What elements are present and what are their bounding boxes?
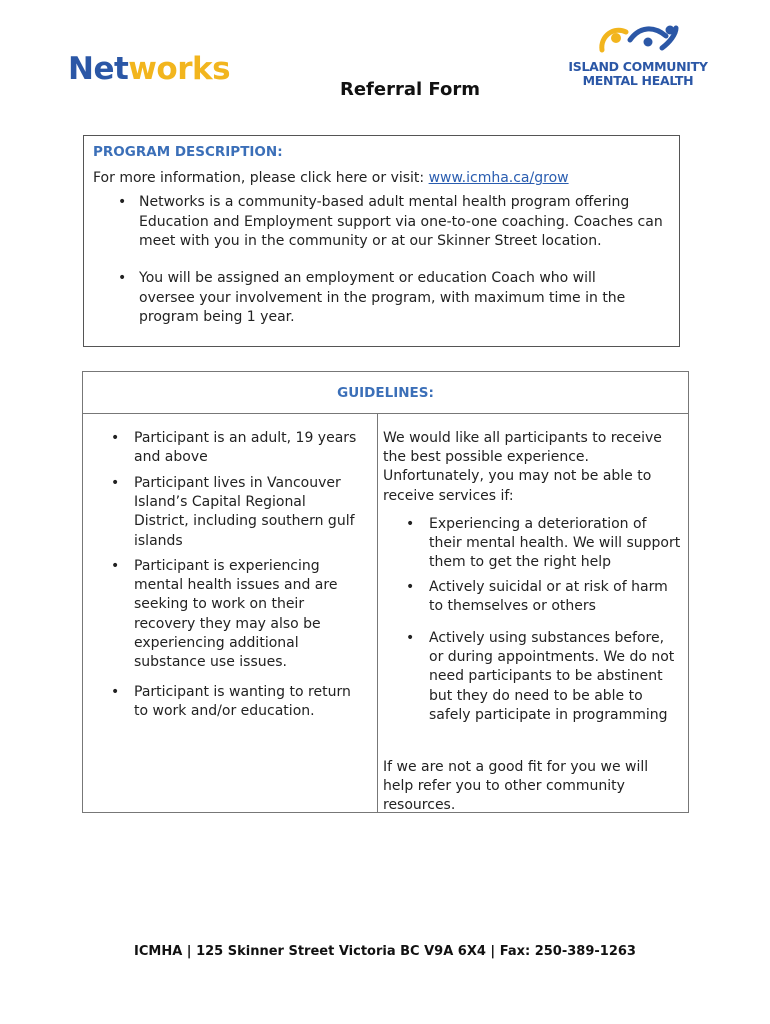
bullet-icon: • <box>406 516 415 532</box>
more-info-line <box>93 170 569 186</box>
exclusion-outro: If we are not a good fit for you we will help refer you to other community resources. <box>383 759 649 814</box>
exclusion-bullet-3 <box>406 629 681 725</box>
bullet-icon: • <box>111 475 120 491</box>
icmha-people-icon <box>596 22 680 58</box>
program-bullet-2-text: You will be assigned an employment or education Coach who will oversee your involvement in the program, with maximum time in the program being 1 year. <box>139 270 626 325</box>
bullet-icon: • <box>406 579 415 595</box>
eligibility-bullet-2 <box>111 474 359 551</box>
guidelines-table <box>82 371 689 813</box>
networks-logo <box>68 51 231 87</box>
program-description-box <box>83 135 680 347</box>
guidelines-header-row <box>83 372 688 414</box>
exclusion-intro: We would like all participants to receive the best possible experience. Unfortunately, you may not be able to receive services if: <box>383 430 662 504</box>
column-divider <box>377 414 378 812</box>
bullet-icon: • <box>406 630 415 646</box>
exclusion-bullet-3-text: Actively using substances before, or during appointments. We do not need participants to be abstinent but they do need to be able to safely participate in programming <box>429 630 675 723</box>
grow-link[interactable]: www.icmha.ca/grow <box>428 170 569 186</box>
program-bullet-1-text: Networks is a community-based adult mental health program offering Education and Employment support via one-to-one coaching. Coaches can meet with you in the community or at our Skinner Street location. <box>139 194 663 249</box>
networks-logo-part2: works <box>128 51 231 87</box>
exclusion-bullet-1-text: Experiencing a deterioration of their mental health. We will support them to get the right help <box>429 516 681 571</box>
icmha-logo <box>568 22 708 92</box>
footer-contact: ICMHA | 125 Skinner Street Victoria BC V9A 6X4 | Fax: 250-389-1263 <box>134 944 636 959</box>
eligibility-bullet-3 <box>111 557 359 672</box>
more-info-prefix: For more information, please click here or visit: <box>93 170 429 186</box>
eligibility-bullet-4 <box>111 683 364 721</box>
networks-logo-part1: Net <box>68 51 129 87</box>
exclusion-bullet-1 <box>406 515 681 573</box>
icmha-logo-text <box>568 60 708 88</box>
program-bullet-1 <box>118 193 667 252</box>
bullet-icon: • <box>118 194 127 210</box>
bullet-icon: • <box>111 558 120 574</box>
page-title: Referral Form <box>339 79 480 100</box>
bullet-icon: • <box>111 684 120 700</box>
icmha-logo-line2: MENTAL HEALTH <box>582 73 694 88</box>
bullet-icon: • <box>118 270 127 286</box>
eligibility-bullet-1 <box>111 429 369 467</box>
eligibility-bullet-3-text: Participant is experiencing mental health issues and are seeking to work on their recovery they may also be experiencing additional substance use issues. <box>134 558 338 671</box>
eligibility-bullet-1-text: Participant is an adult, 19 years and above <box>134 430 357 466</box>
bullet-icon: • <box>111 430 120 446</box>
program-description-heading: PROGRAM DESCRIPTION: <box>93 144 283 160</box>
exclusion-bullet-2 <box>406 578 681 616</box>
eligibility-bullet-2-text: Participant lives in Vancouver Island’s Capital Regional District, including southern gulf islands <box>134 475 355 549</box>
guidelines-heading: GUIDELINES: <box>337 385 434 401</box>
eligibility-bullet-4-text: Participant is wanting to return to work and/or education. <box>134 684 351 720</box>
program-bullet-2 <box>118 269 655 328</box>
icmha-logo-line1: ISLAND COMMUNITY <box>568 59 708 74</box>
exclusion-bullet-2-text: Actively suicidal or at risk of harm to themselves or others <box>429 579 668 615</box>
